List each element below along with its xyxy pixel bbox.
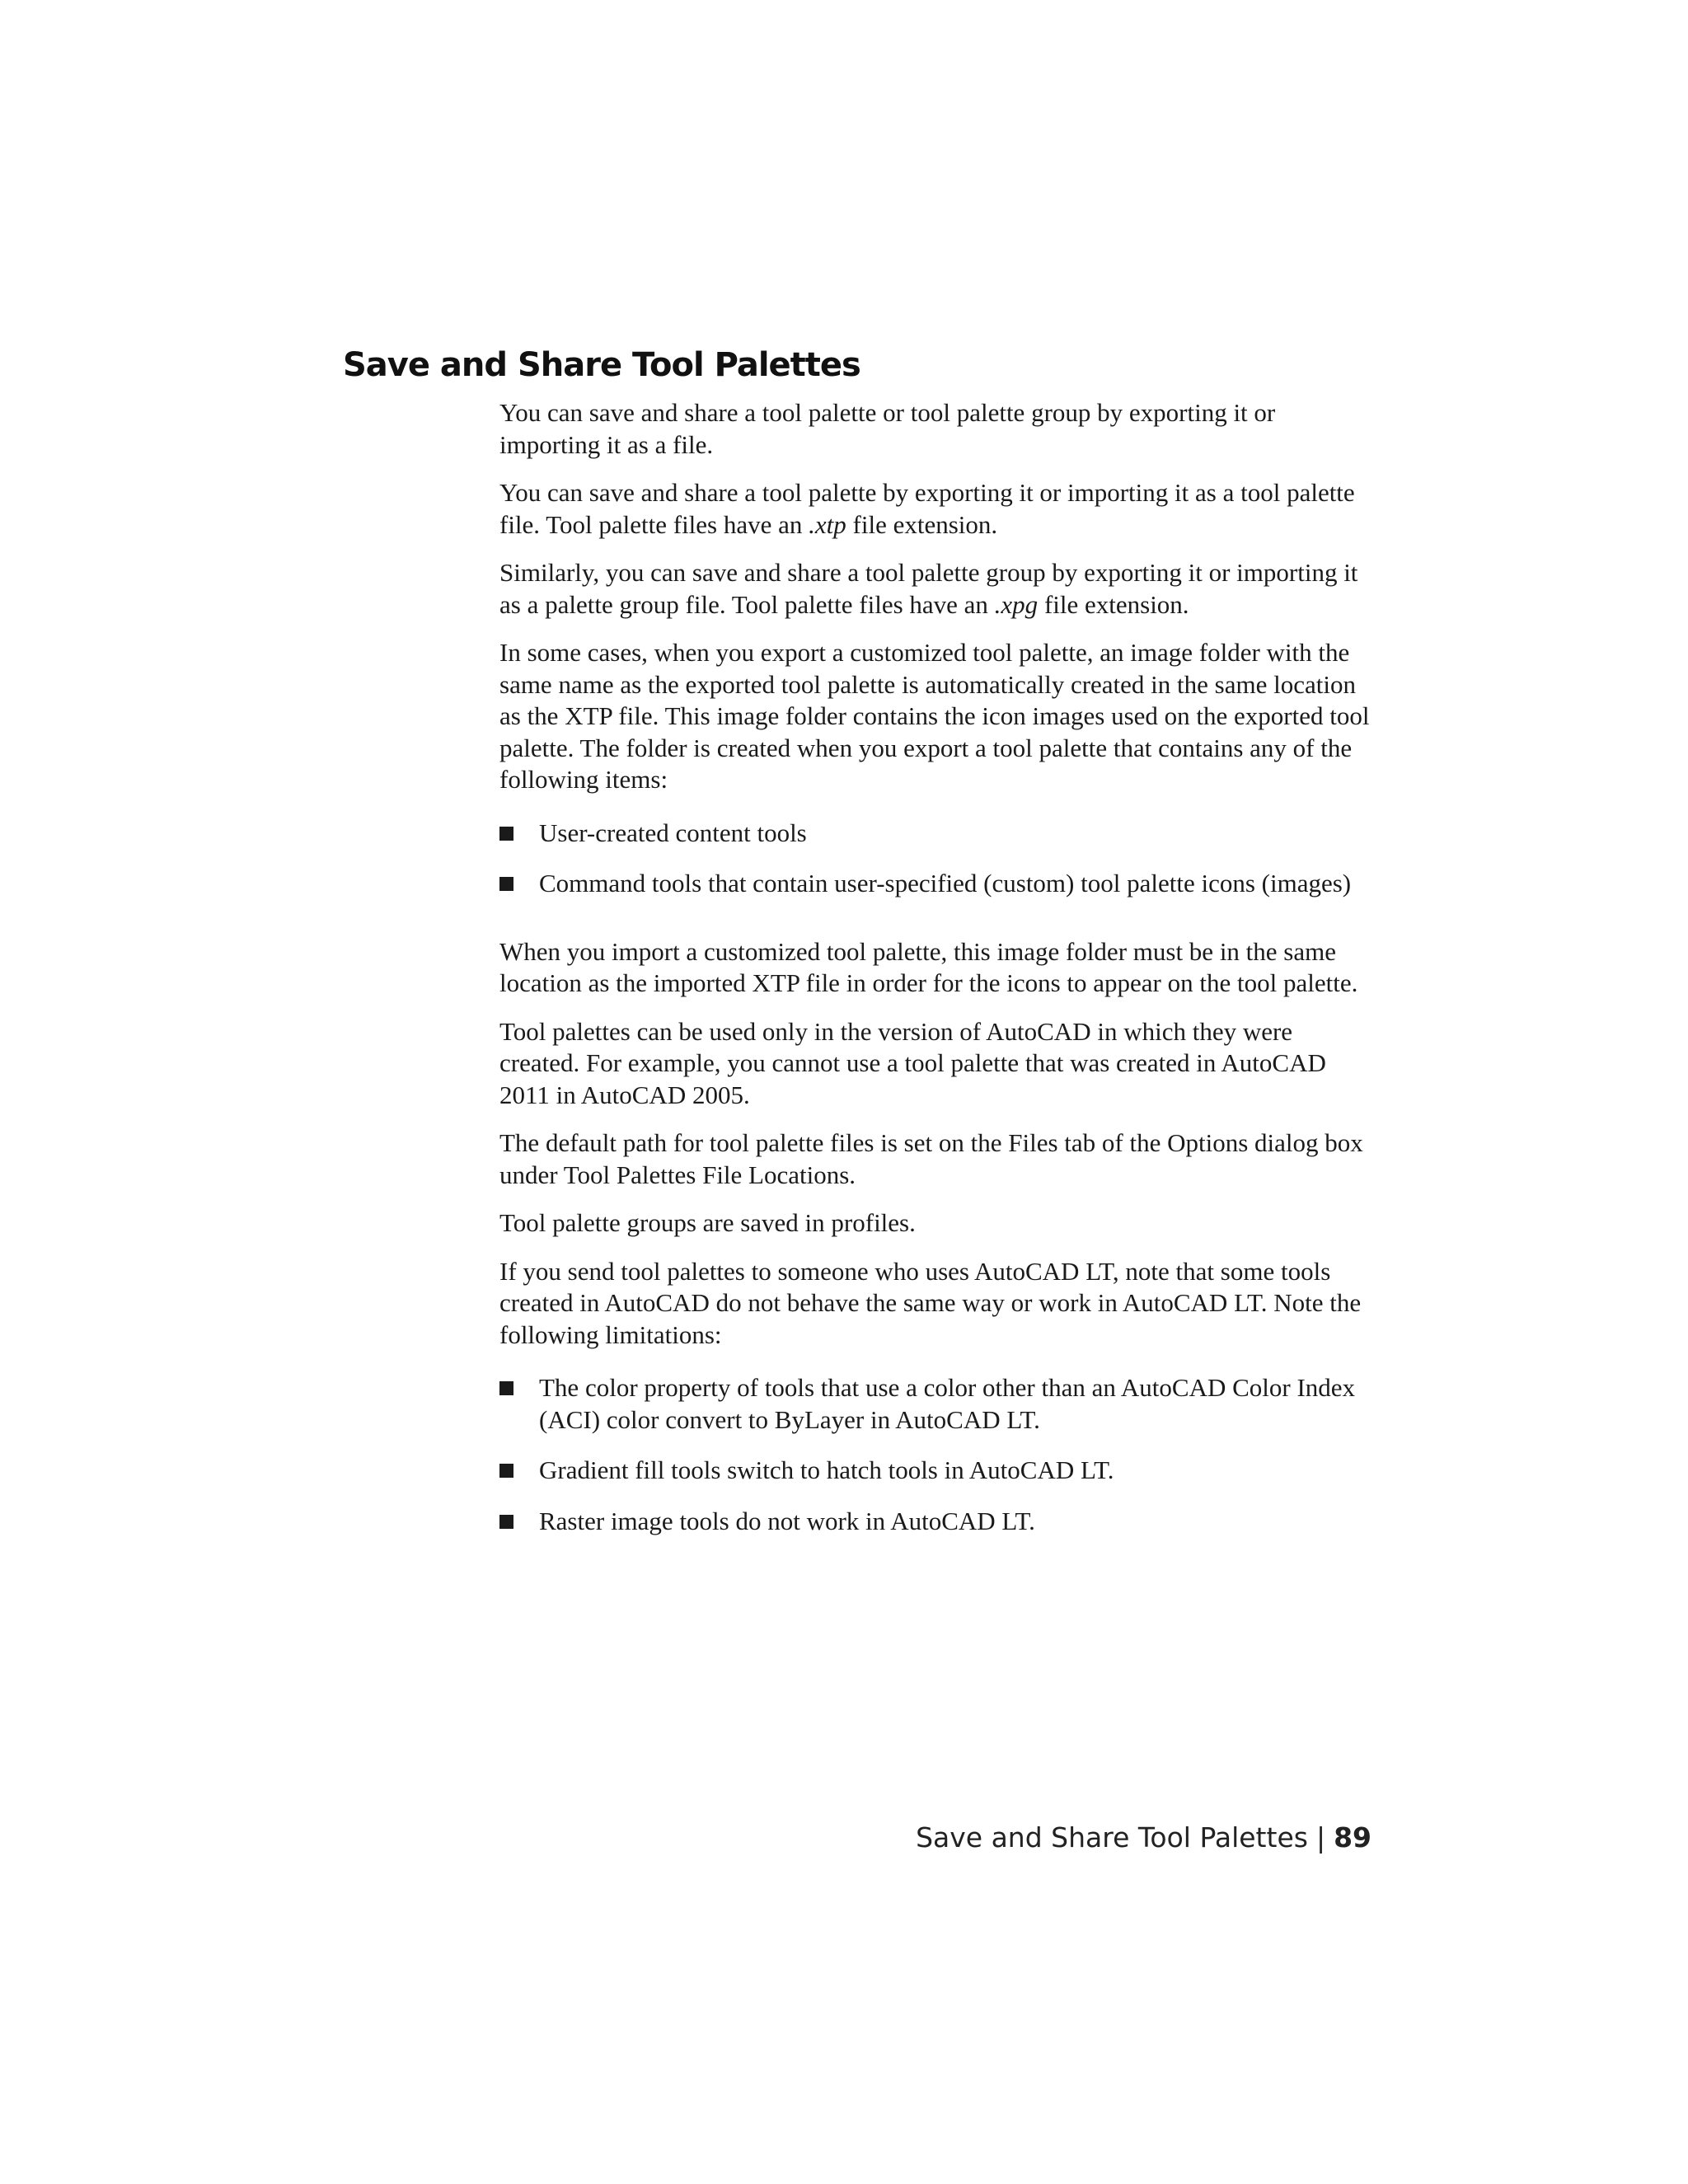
square-bullet-icon	[499, 1381, 513, 1395]
list-item-text: Gradient fill tools switch to hatch tools in AutoCAD LT.	[539, 1455, 1114, 1484]
list-item-text: The color property of tools that use a color other than an AutoCAD Color Index (ACI) color convert to ByLayer in AutoCAD LT.	[539, 1373, 1356, 1434]
xpg-extension: .xpg	[994, 589, 1039, 619]
square-bullet-icon	[499, 827, 513, 841]
paragraph-autocad-lt: If you send tool palettes to someone who uses AutoCAD LT, note that some tools created in AutoCAD do not behave the same way or work in AutoCAD LT. Note the following limitations:	[499, 1256, 1362, 1349]
paragraph-xpg-text-end: file extension.	[1038, 589, 1189, 619]
square-bullet-icon	[499, 877, 513, 891]
paragraph-xtp-text: You can save and share a tool palette by exporting it or importing it as a tool palette file. Tool palette files have an	[499, 478, 1355, 539]
list-item-text: Raster image tools do not work in AutoCAD LT.	[539, 1506, 1035, 1535]
paragraph-xpg	[499, 557, 1375, 621]
square-bullet-icon	[499, 1464, 513, 1478]
list-item	[499, 1506, 1375, 1538]
paragraph-xtp-text-end: file extension.	[846, 509, 998, 539]
footer-section-title: Save and Share Tool Palettes	[916, 1821, 1308, 1854]
list-item-text: Command tools that contain user-specified (custom) tool palette icons (images)	[539, 869, 1352, 898]
list-item	[499, 1372, 1375, 1436]
section-heading: Save and Share Tool Palettes	[343, 346, 860, 384]
square-bullet-icon	[499, 1515, 513, 1529]
paragraph-xtp	[499, 477, 1375, 541]
paragraph-default-path: The default path for tool palette files is set on the Files tab of the Options dialog box under Tool Palettes File Locations.	[499, 1128, 1363, 1189]
page-footer	[916, 1821, 1372, 1854]
paragraph-intro: You can save and share a tool palette or tool palette group by exporting it or importing it as a file.	[499, 398, 1276, 459]
xtp-extension: .xtp	[809, 509, 846, 539]
paragraph-import: When you import a customized tool palette, this image folder must be in the same location as the imported XTP file in order for the icons to appear on the tool palette.	[499, 936, 1358, 997]
paragraph-xpg-text: Similarly, you can save and share a tool palette group by exporting it or importing it as a palette group file. Tool palette files have an	[499, 558, 1358, 619]
list-item-text: User-created content tools	[539, 818, 807, 847]
list-item	[499, 1455, 1375, 1487]
body-text	[499, 397, 1375, 1556]
list-item	[499, 818, 1375, 850]
paragraph-image-folder: In some cases, when you export a customized tool palette, an image folder with the same name as the exported tool palette is automatically created in the same location as the XTP file. This image folder contains the icon images used on the exported tool palette. The folder is created when you export a tool palette that contains any of the following items:	[499, 638, 1370, 794]
bullet-list-limitations	[499, 1372, 1375, 1537]
paragraph-version: Tool palettes can be used only in the version of AutoCAD in which they were created. For example, you cannot use a tool palette that was created in AutoCAD 2011 in AutoCAD 2005.	[499, 1016, 1326, 1109]
page-number: 89	[1334, 1821, 1372, 1854]
footer-separator: |	[1315, 1821, 1326, 1854]
bullet-list-items	[499, 818, 1375, 900]
paragraph-profiles: Tool palette groups are saved in profiles.	[499, 1208, 916, 1237]
list-item	[499, 868, 1375, 900]
